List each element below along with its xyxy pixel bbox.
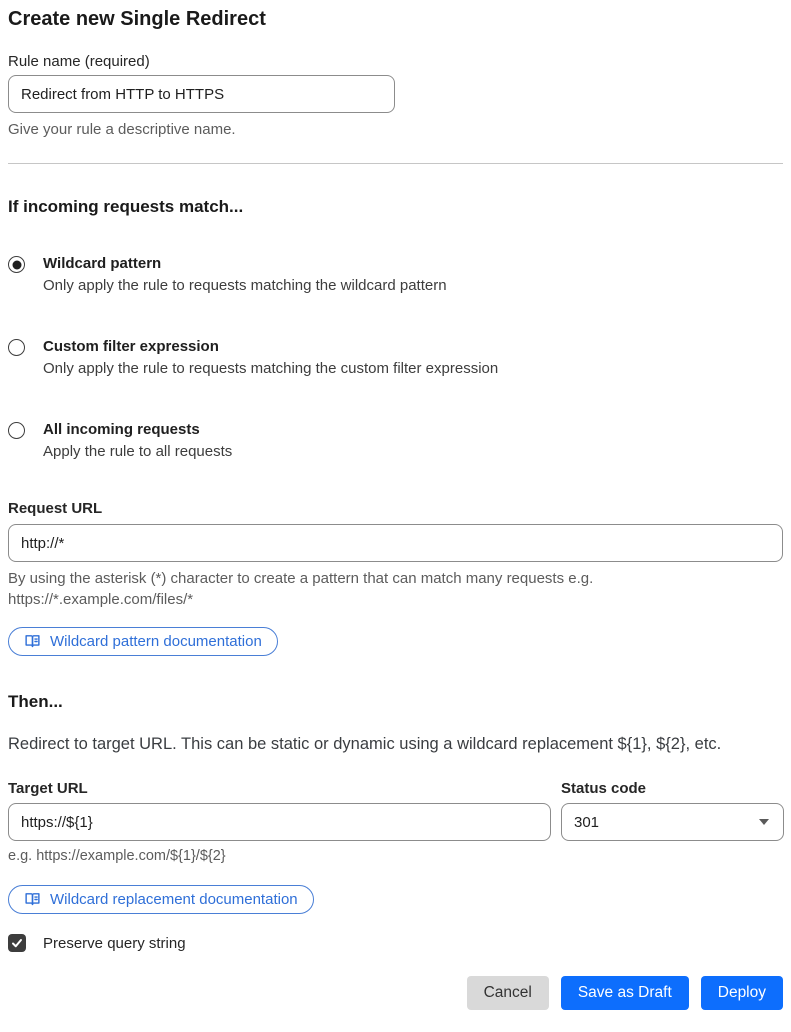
radio-option-description: Apply the rule to all requests bbox=[43, 443, 233, 460]
radio-option-texts bbox=[43, 421, 232, 460]
request-url-field-group bbox=[8, 500, 783, 610]
target-url-input[interactable] bbox=[8, 803, 551, 841]
deploy-button[interactable]: Deploy bbox=[701, 976, 783, 1010]
status-code-select[interactable] bbox=[561, 803, 784, 841]
chevron-down-icon bbox=[759, 819, 769, 825]
footer-actions bbox=[8, 976, 783, 1010]
rule-name-field-group bbox=[8, 53, 783, 140]
radio-option-label[interactable]: All incoming requests bbox=[43, 421, 200, 438]
wildcard-pattern-docs-button[interactable] bbox=[8, 627, 278, 656]
radio-option-wildcard-pattern[interactable] bbox=[8, 255, 783, 294]
radio-option-custom-filter[interactable] bbox=[8, 338, 783, 377]
then-section-heading: Then... bbox=[8, 692, 63, 711]
radio-option-texts bbox=[43, 255, 447, 294]
checkbox-checked-icon[interactable] bbox=[8, 934, 26, 952]
rule-name-input[interactable] bbox=[8, 75, 395, 113]
rule-name-helper: Give your rule a descriptive name. bbox=[8, 121, 236, 138]
radio-option-label[interactable]: Wildcard pattern bbox=[43, 255, 162, 272]
radio-button-icon[interactable] bbox=[8, 256, 25, 273]
target-url-helper: e.g. https://example.com/${1}/${2} bbox=[8, 848, 226, 864]
wildcard-replacement-docs-button[interactable] bbox=[8, 885, 314, 914]
status-code-label: Status code bbox=[561, 780, 647, 797]
wildcard-pattern-docs-label: Wildcard pattern documentation bbox=[50, 633, 262, 650]
book-icon bbox=[24, 891, 41, 908]
radio-option-description: Only apply the rule to requests matching the custom filter expression bbox=[43, 360, 499, 377]
page-title: Create new Single Redirect bbox=[8, 8, 266, 30]
cancel-button[interactable]: Cancel bbox=[467, 976, 549, 1010]
request-url-helper-line1: By using the asterisk (*) character to create a pattern that can match many requests e.g. bbox=[8, 570, 594, 587]
radio-option-label[interactable]: Custom filter expression bbox=[43, 338, 219, 355]
radio-option-description: Only apply the rule to requests matching the wildcard pattern bbox=[43, 277, 447, 294]
match-section-heading: If incoming requests match... bbox=[8, 197, 244, 216]
radio-button-icon[interactable] bbox=[8, 422, 25, 439]
radio-option-texts bbox=[43, 338, 498, 377]
request-url-label: Request URL bbox=[8, 500, 103, 517]
save-as-draft-button[interactable]: Save as Draft bbox=[561, 976, 689, 1010]
request-url-helper-line2: https://*.example.com/files/* bbox=[8, 591, 194, 608]
status-code-field-group bbox=[561, 780, 784, 867]
preserve-query-label[interactable]: Preserve query string bbox=[43, 934, 186, 952]
status-code-selected-value: 301 bbox=[574, 813, 600, 831]
then-section-description: Redirect to target URL. This can be static or dynamic using a wildcard replacement ${1}, ${2}, etc. bbox=[8, 735, 722, 753]
book-icon bbox=[24, 633, 41, 650]
radio-button-icon[interactable] bbox=[8, 339, 25, 356]
target-url-field-group bbox=[8, 780, 551, 867]
rule-name-label: Rule name (required) bbox=[8, 53, 150, 70]
request-url-helper bbox=[8, 568, 783, 610]
radio-option-all-requests[interactable] bbox=[8, 421, 783, 460]
target-and-status-row bbox=[8, 780, 783, 867]
preserve-query-row[interactable] bbox=[8, 934, 783, 952]
request-url-input[interactable] bbox=[8, 524, 783, 562]
wildcard-replacement-docs-label: Wildcard replacement documentation bbox=[50, 891, 298, 908]
section-divider bbox=[8, 163, 783, 164]
target-url-label: Target URL bbox=[8, 780, 88, 797]
